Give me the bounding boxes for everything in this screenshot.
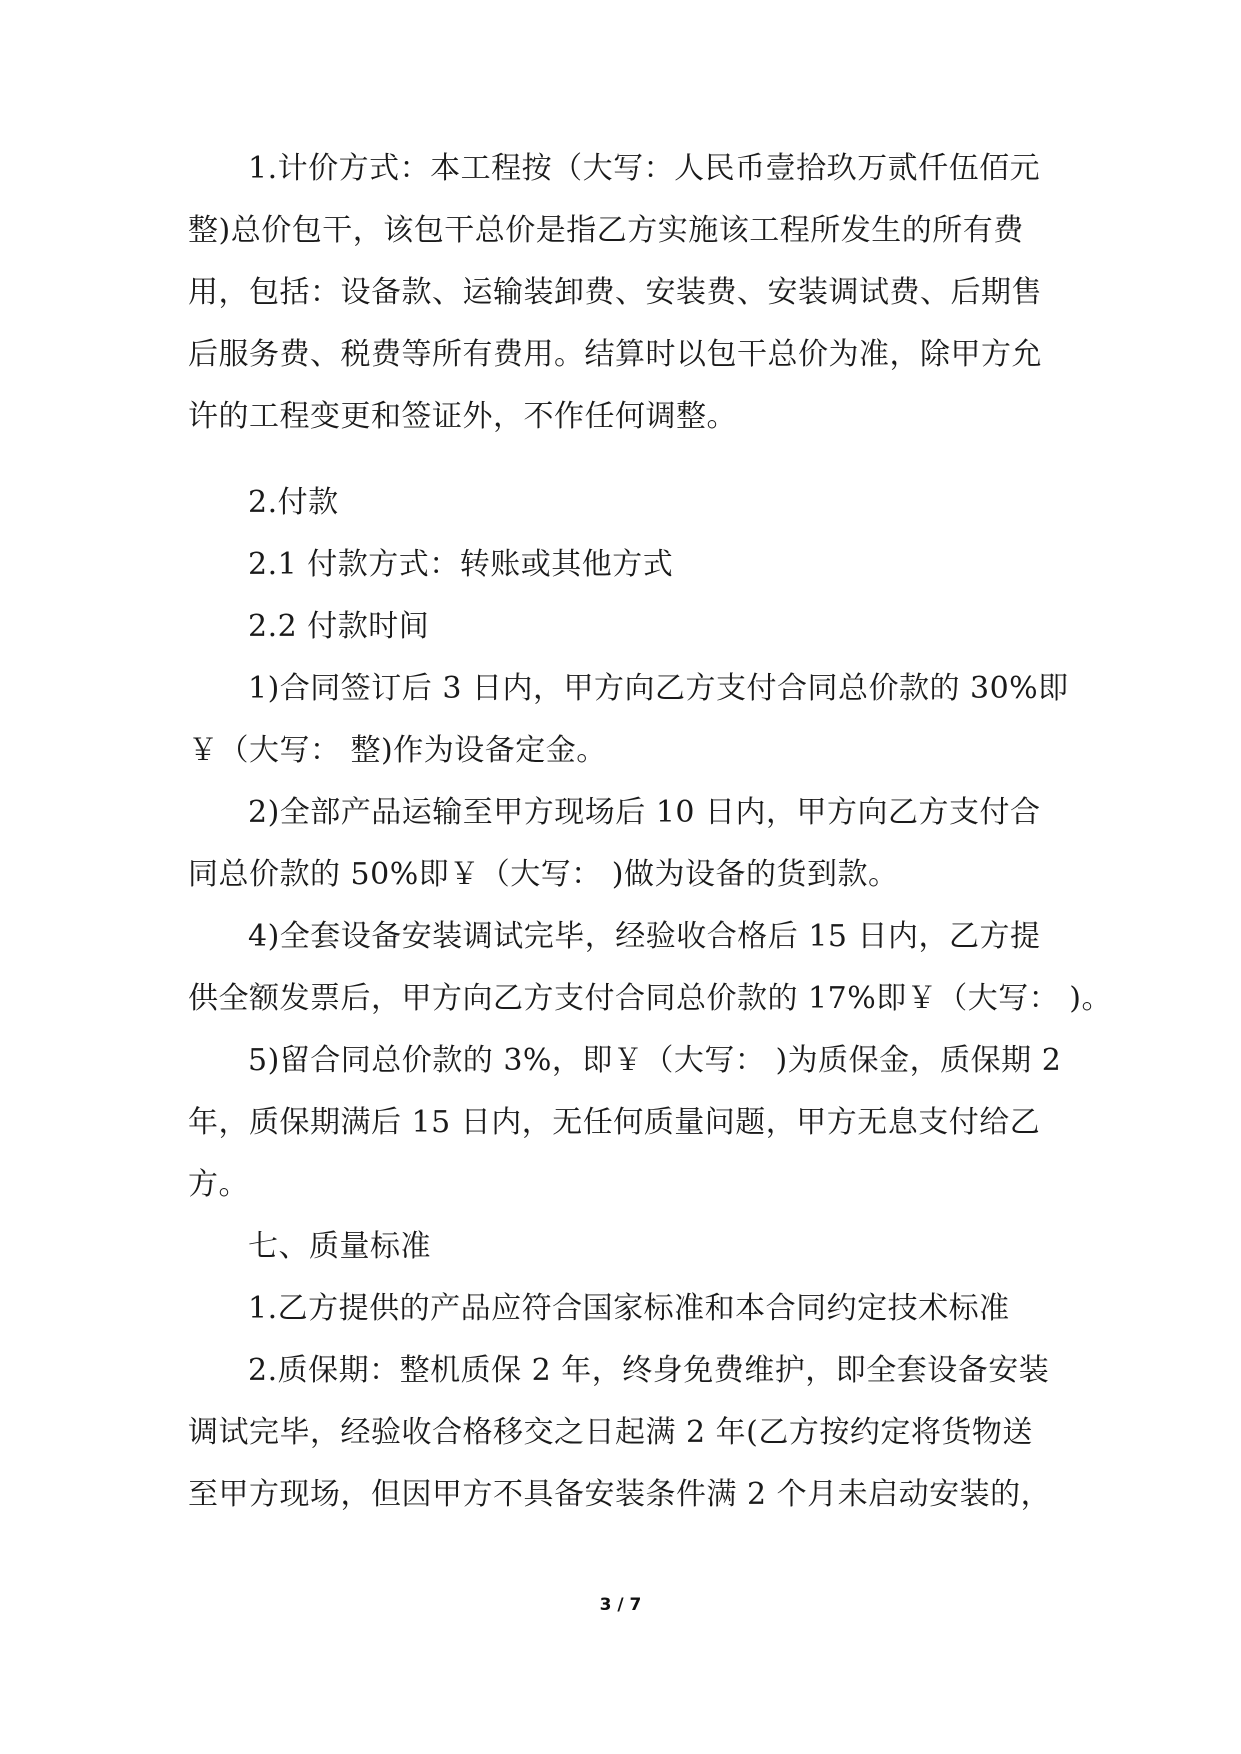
text-line: 4)全套设备安装调试完毕，经验收合格后 15 日内，乙方提 <box>248 919 1041 954</box>
text-line: 1.乙方提供的产品应符合国家标准和本合同约定技术标准 <box>248 1291 1010 1326</box>
text-line: 2.1 付款方式：转账或其他方式 <box>248 547 674 582</box>
text-line: 供全额发票后，甲方向乙方支付合同总价款的 17%即￥（大写： )。 <box>188 981 1112 1016</box>
text-line: 方。 <box>188 1167 249 1202</box>
paragraph-payment-method <box>188 534 1048 596</box>
text-line: 用，包括：设备款、运输装卸费、安装费、安装调试费、后期售 <box>188 275 1042 310</box>
text-line: 2.质保期：整机质保 2 年，终身免费维护，即全套设备安装 <box>248 1353 1050 1388</box>
text-line: 许的工程变更和签证外，不作任何调整。 <box>188 399 737 434</box>
paragraph-payment-item-4 <box>188 906 1112 1030</box>
text-line: 2.付款 <box>248 485 339 520</box>
heading-payment-time <box>188 596 1048 658</box>
text-line: 整)总价包干，该包干总价是指乙方实施该工程所发生的所有费 <box>188 213 1024 248</box>
paragraph-quality-item-1 <box>188 1278 1048 1340</box>
text-line: 同总价款的 50%即￥（大写： )做为设备的货到款。 <box>188 857 899 892</box>
text-line: 七、质量标准 <box>248 1229 431 1264</box>
text-line: 5)留合同总价款的 3%，即￥（大写： )为质保金，质保期 2 <box>248 1043 1062 1078</box>
paragraph-pricing-method <box>188 138 1048 448</box>
heading-quality-standard <box>188 1216 1048 1278</box>
text-line: ￥（大写： 整)作为设备定金。 <box>188 733 607 768</box>
text-line: 年，质保期满后 15 日内，无任何质量问题，甲方无息支付给乙 <box>188 1105 1041 1140</box>
text-line: 1.计价方式：本工程按（大写：人民币壹拾玖万贰仟伍佰元 <box>248 151 1041 186</box>
page-number: 3 / 7 <box>599 1595 642 1615</box>
paragraph-payment-item-2 <box>188 782 1048 906</box>
paragraph-payment-item-1 <box>188 658 1069 782</box>
text-line: 至甲方现场，但因甲方不具备安装条件满 2 个月未启动安装的， <box>188 1477 1052 1512</box>
paragraph-payment-item-5 <box>188 1030 1062 1216</box>
text-line: 2.2 付款时间 <box>248 609 430 644</box>
text-line: 调试完毕，经验收合格移交之日起满 2 年(乙方按约定将货物送 <box>188 1415 1033 1450</box>
text-line: 2)全部产品运输至甲方现场后 10 日内，甲方向乙方支付合 <box>248 795 1041 830</box>
text-line: 1)合同签订后 3 日内，甲方向乙方支付合同总价款的 30%即 <box>248 671 1069 706</box>
heading-payment <box>188 472 1048 534</box>
paragraph-warranty-period <box>188 1340 1052 1526</box>
text-line: 后服务费、税费等所有费用。结算时以包干总价为准，除甲方允 <box>188 337 1042 372</box>
